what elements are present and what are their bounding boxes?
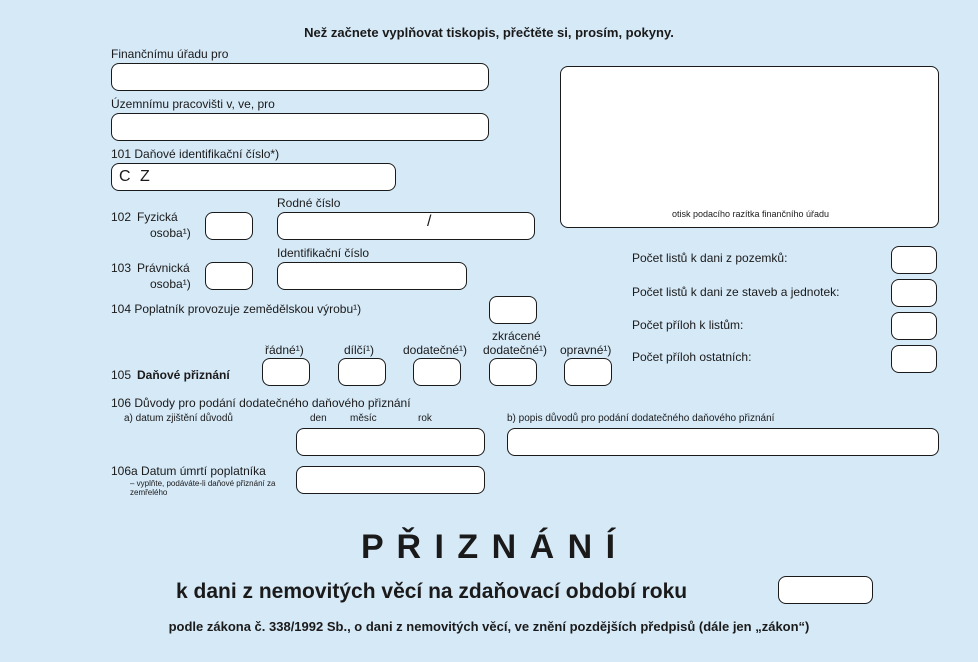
r102-checkbox[interactable]	[205, 212, 253, 240]
office-input[interactable]	[111, 63, 489, 91]
id-number-input[interactable]	[277, 262, 467, 290]
stamp-area	[560, 66, 939, 228]
type-regular-checkbox[interactable]	[262, 358, 310, 386]
r102-number: 102	[111, 210, 132, 224]
birth-number-input[interactable]	[277, 212, 535, 240]
dic-input[interactable]	[111, 163, 396, 191]
r105-label: Daňové přiznání	[137, 368, 230, 382]
law-reference: podle zákona č. 338/1992 Sb., o dani z nemovitých věcí, ve znění pozdějších předpisů (dále jen „zákon“)	[168, 619, 810, 634]
r106a-label: 106a Datum úmrtí poplatníka	[111, 464, 266, 478]
type-additional-checkbox[interactable]	[413, 358, 461, 386]
dic-prefix-c: C	[119, 168, 131, 185]
office-label: Finančnímu úřadu pro	[111, 47, 229, 61]
r103-line2: osoba¹)	[150, 277, 191, 291]
r102-line2: osoba¹)	[150, 226, 191, 240]
dic-label: 101 Daňové identifikační číslo*)	[111, 147, 280, 161]
type-corrective-label: opravné¹)	[560, 343, 612, 357]
count-input-4[interactable]	[891, 345, 937, 373]
count-label-2: Počet listů k dani ze staveb a jednotek:	[632, 285, 840, 299]
count-label-1: Počet listů k dani z pozemků:	[632, 251, 788, 265]
r106a-date-label: a) datum zjištění důvodů	[124, 413, 233, 424]
type-corrective-checkbox[interactable]	[564, 358, 612, 386]
type-shortened-label-2: dodatečné¹)	[483, 343, 548, 357]
r102-field-label: Rodné číslo	[277, 196, 341, 210]
tax-year-input[interactable]	[778, 576, 873, 604]
type-additional-label: dodatečné¹)	[403, 343, 468, 357]
count-label-3: Počet příloh k listům:	[632, 318, 744, 332]
workplace-input[interactable]	[111, 113, 489, 141]
r103-number: 103	[111, 261, 132, 275]
r104-label: 104 Poplatník provozuje zemědělskou výrobu¹)	[111, 302, 362, 316]
form-title: P Ř I Z N Á N Í	[360, 528, 618, 566]
r102-line1: Fyzická	[137, 210, 178, 224]
r105-number: 105	[111, 368, 132, 382]
death-date-input[interactable]	[296, 466, 485, 494]
r106a-note: – vyplňte, podáváte-li daňové přiznání za zemřelého	[130, 479, 276, 497]
count-input-2[interactable]	[891, 279, 937, 307]
count-input-3[interactable]	[891, 312, 937, 340]
year-label: rok	[418, 413, 432, 424]
count-input-1[interactable]	[891, 246, 937, 274]
type-regular-label: řádné¹)	[265, 343, 304, 357]
type-shortened-label-1: zkrácené	[492, 329, 541, 343]
discovery-date-input[interactable]	[296, 428, 485, 456]
r103-field-label: Identifikační číslo	[277, 246, 370, 260]
form-instruction: Než začnete vyplňovat tiskopis, přečtěte si, prosím, pokyny.	[304, 25, 674, 40]
r104-checkbox[interactable]	[489, 296, 537, 324]
dic-prefix-z: Z	[140, 168, 150, 185]
workplace-label: Územnímu pracovišti v, ve, pro	[111, 97, 275, 111]
r106b-label: b) popis důvodů pro podání dodatečného daňového přiznání	[507, 413, 775, 424]
type-shortened-checkbox[interactable]	[489, 358, 537, 386]
r103-checkbox[interactable]	[205, 262, 253, 290]
form-subtitle: k dani z nemovitých věcí na zdaňovací období roku	[176, 580, 688, 603]
reason-description-input[interactable]	[507, 428, 939, 456]
birth-number-slash: /	[427, 213, 432, 230]
stamp-caption: otisk podacího razítka finančního úřadu	[671, 209, 830, 219]
type-partial-checkbox[interactable]	[338, 358, 386, 386]
r103-line1: Právnická	[137, 261, 190, 275]
r106-label: 106 Důvody pro podání dodatečného daňového přiznání	[111, 396, 411, 410]
type-partial-label: dílčí¹)	[344, 343, 374, 357]
day-label: den	[310, 413, 327, 424]
count-label-4: Počet příloh ostatních:	[632, 350, 752, 364]
month-label: měsíc	[350, 413, 377, 424]
